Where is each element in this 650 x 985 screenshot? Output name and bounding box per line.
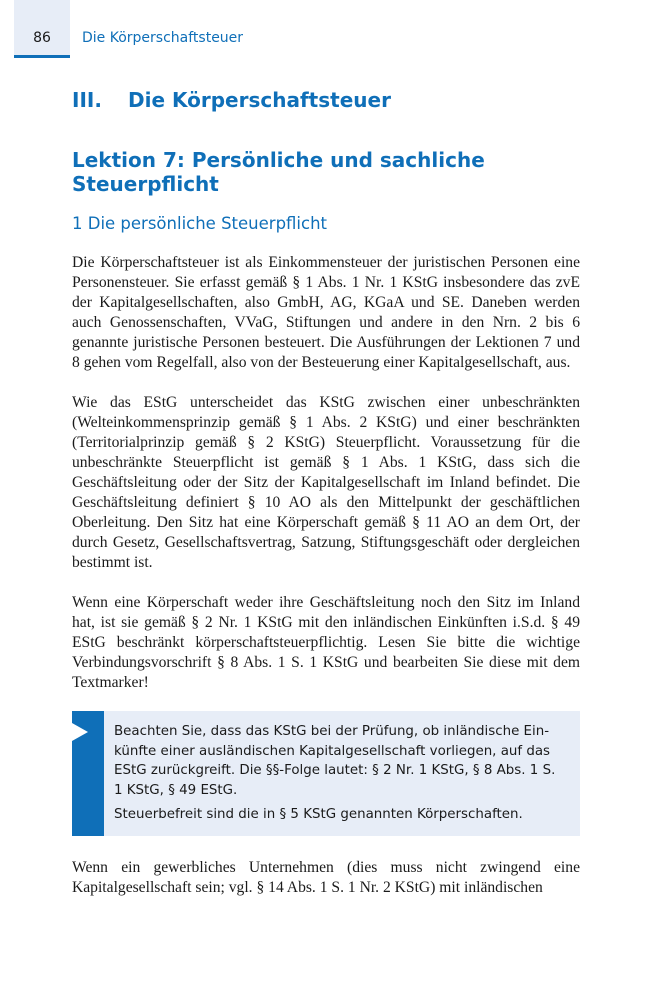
section-title xyxy=(72,88,580,112)
section-title-text: Die Körperschaftsteuer xyxy=(128,88,391,112)
running-header: Die Körperschaftsteuer xyxy=(82,30,244,46)
page-number: 86 xyxy=(33,30,51,46)
header-tab xyxy=(14,0,70,58)
info-bar xyxy=(72,711,104,836)
info-box xyxy=(72,711,580,836)
body-paragraph-1: Die Körperschaftsteuer ist als Einkommensteuer der juristischen Personen eine Personensteuer. Sie erfasst gemäß § 1 Abs. 1 Nr. 1 KStG insbesondere das zvE der Kapitalgesellschaften, also GmbH, AG, KGaA und SE. Daneben werden auch Genossenschaften, VVaG, Stiftungen und andere in den Nrn. 2 bis 6 genannte juristische Personen besteuert. Die Ausführungen der Lektionen 7 und 8 gehen vom Regelfall, also von der Besteuerung einer Kapitalgesellschaft, aus. xyxy=(72,254,580,371)
info-arrow-icon xyxy=(72,723,88,741)
lesson-title: Lektion 7: Persönliche und sachliche Steuerpflicht xyxy=(72,148,485,196)
body-paragraph-4: Wenn ein gewerbliches Unternehmen (dies muss nicht zwingend eine Kapitalgesellschaft sein; vgl. § 14 Abs. 1 S. 1 Nr. 2 KStG) mit inländischen xyxy=(72,858,580,896)
body-paragraph-2: Wie das EStG unterscheidet das KStG zwischen einer unbeschränkten (Welteinkommensprinzip gemäß § 1 Abs. 2 KStG) und einer beschränkten (Territorialprinzip gemäß § 2 KStG) Steuerpflicht. Voraussetzung für die unbeschränkte Steuerpflicht ist gemäß § 1 Abs. 1 KStG, dass sich die Geschäftsleitung oder der Sitz der Kapitalgesellschaft im Inland befindet. Die Geschäftsleitung definiert § 10 AO als den Mittelpunkt der geschäftlichen Oberleitung. Den Sitz hat eine Körperschaft gemäß § 11 AO an dem Ort, der durch Gesetz, Gesellschaftsvertrag, Satzung, Stiftungsgeschäft oder dergleichen bestimmt ist. xyxy=(72,394,580,571)
subsection-title: 1 Die persönliche Steuerpflicht xyxy=(72,214,328,233)
page-content xyxy=(72,88,580,898)
section-number: III. xyxy=(72,88,102,112)
body-paragraph-3: Wenn eine Körperschaft weder ihre Geschäftsleitung noch den Sitz im Inland hat, ist sie gemäß § 2 Nr. 1 KStG mit den inländischen Einkünften i.S.d. § 49 EStG beschränkt körperschaftsteuerpflichtig. Lesen Sie bitte die wichtige Verbindungsvorschrift § 8 Abs. 1 S. 1 KStG und bearbeiten Sie diese mit dem Textmarker! xyxy=(72,594,580,691)
info-text-1: Beachten Sie, dass das KStG bei der Prüfung, ob inländische Einkünfte einer ausländischen Kapitalgesellschaft vorliegen, auf das EStG zurückgreift. Die §§-Folge lautet: § 2 Nr. 1 KStG, § 8 Abs. 1 S. 1 KStG, § 49 EStG. xyxy=(114,724,556,798)
info-text-2: Steuerbefreit sind die in § 5 KStG genannten Körperschaften. xyxy=(114,807,523,822)
